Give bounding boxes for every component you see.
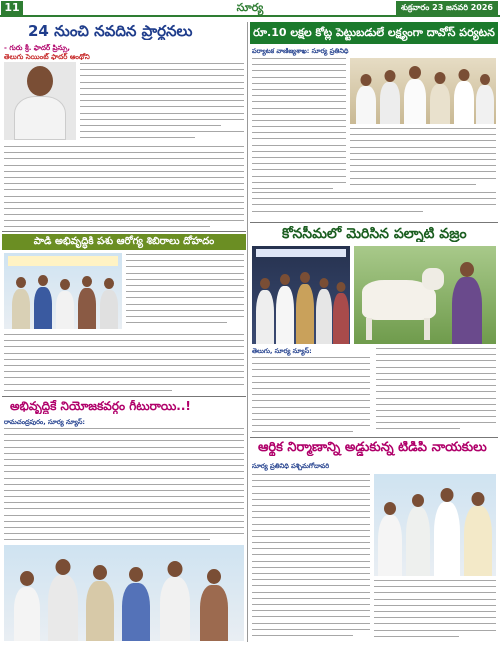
- development-body-bottom: [252, 192, 496, 218]
- byline-ambedkar: తెలుగు, సూర్య న్యూస్:: [252, 347, 312, 355]
- health-camp-photo: [4, 253, 122, 329]
- stage-banner: [256, 249, 346, 257]
- divider: [2, 231, 246, 232]
- headline-employment: అభివృద్ధికే నియోజకవర్గం గీటురాయి..!: [10, 400, 191, 413]
- development-body-right: [350, 128, 496, 192]
- byline-development: పర్యాటక వాణిజ్యశాఖ: సూర్య ప్రతినిధి: [252, 47, 349, 55]
- page-header: [0, 0, 500, 17]
- award-stage-photo: [252, 246, 350, 344]
- prayers-body-right: [80, 63, 244, 141]
- prayers-body: [4, 146, 244, 230]
- byline-employment: రామచంద్రపురం, సూర్య న్యూస్:: [4, 418, 86, 426]
- divider: [2, 396, 246, 397]
- event-banner: [8, 256, 118, 266]
- headline-ambedkar: కోనసీమలో మెరిసిన పల్నాటి వజ్రం: [282, 226, 467, 242]
- cattle-photo: [354, 246, 496, 344]
- column-rule: [247, 22, 248, 642]
- financial-photo: [374, 474, 496, 576]
- divider: [250, 222, 498, 223]
- headline-health-camp: పాడి అభివృద్ధికి పశు ఆరోగ్య శిబిరాలు దోహదం: [2, 234, 246, 250]
- employment-photo: [4, 545, 244, 641]
- development-photo: [350, 58, 496, 124]
- subname-prayers: తెలుగు సెయింట్ ఫాదర్ ఆంథోని: [4, 53, 90, 61]
- divider: [250, 437, 498, 438]
- financial-body-left: [252, 474, 370, 640]
- dateline: శుక్రవారం 23 జనవరి 2026: [396, 1, 498, 15]
- ambedkar-body-right: [376, 348, 496, 434]
- headline-financial: ఆర్థిక నిర్మాణాన్ని అడ్డుకున్న టీడీపీ నాయకులు: [258, 441, 487, 455]
- byline-financial: సూర్య ప్రతినిధి పశ్చిమగోదావరి: [252, 462, 330, 470]
- health-camp-body-right: [126, 254, 244, 332]
- ambedkar-body-left: [252, 357, 370, 435]
- health-camp-body: [4, 334, 244, 394]
- headline-development: రూ.10 లక్షల కోట్ల పెట్టుబడులే లక్ష్యంగా దావోస్ పర్యటన: [250, 22, 498, 44]
- portrait-photo: [4, 62, 76, 140]
- development-body-left: [252, 58, 346, 192]
- headline-prayers: 24 నుంచి నవదిన ప్రార్థనలు: [28, 23, 193, 40]
- portrait-person: [14, 62, 66, 140]
- cow-head: [422, 268, 444, 290]
- employment-body: [4, 428, 244, 540]
- kicker-prayers: - గురు శ్రీ. ఫాదర్ ప్రిన్సు,: [4, 44, 71, 52]
- masthead: సూర్య: [236, 1, 264, 14]
- page-number: 11: [1, 1, 23, 15]
- financial-body-right: [374, 580, 496, 640]
